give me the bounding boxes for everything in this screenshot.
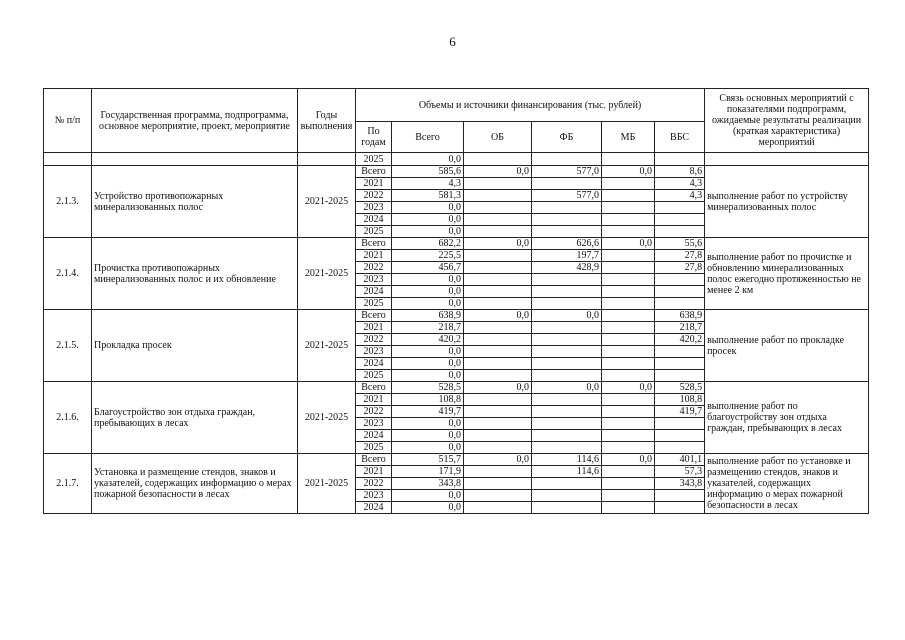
cell-vbs: 27,8	[655, 250, 705, 262]
cell-total: 638,9	[392, 310, 464, 322]
cell-fb	[532, 430, 602, 442]
section-result: выполнение работ по установке и размещению стендов, знаков и указателей, содержащих информацию о мерах пожарной безопасности в лесах	[705, 454, 869, 514]
cell-ob: 0,0	[464, 166, 532, 178]
header-mb: МБ	[602, 122, 655, 153]
cell-vbs	[655, 370, 705, 382]
cell-ob	[464, 274, 532, 286]
cell-year: 2022	[356, 478, 392, 490]
cell-total: 0,0	[392, 226, 464, 238]
cell-ob	[464, 214, 532, 226]
cell-total: 343,8	[392, 478, 464, 490]
cell-year: 2023	[356, 418, 392, 430]
cell-total: 0,0	[392, 298, 464, 310]
cell-mb	[602, 466, 655, 478]
carry-over-section	[44, 153, 869, 166]
cell-mb	[602, 358, 655, 370]
section-years: 2021-2025	[298, 238, 356, 310]
cell-mb	[602, 310, 655, 322]
cell-ob	[464, 406, 532, 418]
section-number: 2.1.3.	[44, 166, 92, 238]
cell-ob	[464, 442, 532, 454]
cell-mb	[602, 478, 655, 490]
table-row	[44, 238, 869, 250]
cell-mb	[602, 214, 655, 226]
cell-year: 2023	[356, 346, 392, 358]
cell-fb	[532, 298, 602, 310]
cell-mb	[602, 262, 655, 274]
cell-fb	[532, 178, 602, 190]
cell-ob	[464, 502, 532, 514]
cell-ob	[464, 226, 532, 238]
cell-year: 2022	[356, 190, 392, 202]
page-number: 6	[449, 34, 456, 49]
cell-mb	[602, 334, 655, 346]
cell-mb	[602, 178, 655, 190]
section-name: Прочистка противопожарных минерализованных полос и их обновление	[92, 238, 298, 310]
cell-ob	[464, 250, 532, 262]
cell-total: 0,0	[392, 346, 464, 358]
cell-mb	[602, 322, 655, 334]
cell-mb	[602, 274, 655, 286]
cell-ob	[464, 178, 532, 190]
cell-fb: 428,9	[532, 262, 602, 274]
cell-year: Всего	[356, 382, 392, 394]
cell-fb	[532, 442, 602, 454]
cell-mb	[602, 250, 655, 262]
cell-year: 2022	[356, 406, 392, 418]
cell-fb: 0,0	[532, 382, 602, 394]
cell-year: 2021	[356, 322, 392, 334]
cell-total: 585,6	[392, 166, 464, 178]
cell-total: 0,0	[392, 202, 464, 214]
cell-mb	[602, 226, 655, 238]
cell-fb	[532, 406, 602, 418]
cell-year: 2021	[356, 394, 392, 406]
cell-fb	[532, 370, 602, 382]
cell-ob	[464, 478, 532, 490]
cell-mb	[602, 370, 655, 382]
cell-vbs	[655, 274, 705, 286]
cell-fb	[532, 358, 602, 370]
cell-year: 2025	[356, 226, 392, 238]
cell-fb	[532, 334, 602, 346]
cell-ob	[464, 370, 532, 382]
cell-ob	[464, 153, 532, 166]
cell-vbs	[655, 430, 705, 442]
cell-vbs	[655, 153, 705, 166]
cell-mb	[602, 153, 655, 166]
cell-ob	[464, 322, 532, 334]
cell-vbs: 419,7	[655, 406, 705, 418]
section-years: 2021-2025	[298, 454, 356, 514]
cell-mb	[602, 442, 655, 454]
cell-ob: 0,0	[464, 382, 532, 394]
cell-mb: 0,0	[602, 238, 655, 250]
cell-vbs: 343,8	[655, 478, 705, 490]
cell-year: 2021	[356, 178, 392, 190]
cell-fb	[532, 346, 602, 358]
cell-year: 2025	[356, 370, 392, 382]
cell-total: 581,3	[392, 190, 464, 202]
header-years: Годы выполнения	[298, 89, 356, 153]
header-total: Всего	[392, 122, 464, 153]
cell-vbs	[655, 502, 705, 514]
cell-fb	[532, 322, 602, 334]
section-result: выполнение работ по благоустройству зон отдыха граждан, пребывающих в лесах	[705, 382, 869, 454]
cell-total: 0,0	[392, 490, 464, 502]
cell-fb	[532, 202, 602, 214]
section-name: Прокладка просек	[92, 310, 298, 382]
section-years: 2021-2025	[298, 382, 356, 454]
cell-total: 0,0	[392, 442, 464, 454]
table-row	[44, 382, 869, 394]
cell-year: 2024	[356, 430, 392, 442]
header-funding: Объемы и источники финансирования (тыс. рублей)	[356, 89, 705, 122]
cell-vbs: 57,3	[655, 466, 705, 478]
cell-fb	[532, 394, 602, 406]
cell-ob	[464, 490, 532, 502]
cell-vbs	[655, 226, 705, 238]
cell-fb: 0,0	[532, 310, 602, 322]
cell-vbs	[655, 418, 705, 430]
cell-mb	[602, 286, 655, 298]
cell-vbs: 528,5	[655, 382, 705, 394]
cell-ob	[464, 430, 532, 442]
cell-ob	[464, 394, 532, 406]
cell-fb	[532, 490, 602, 502]
cell-vbs: 401,1	[655, 454, 705, 466]
table-row	[44, 310, 869, 322]
cell-fb	[532, 286, 602, 298]
section-name: Установка и размещение стендов, знаков и указателей, содержащих информацию о мерах пожарной безопасности в лесах	[92, 454, 298, 514]
cell-mb: 0,0	[602, 382, 655, 394]
cell-year: 2023	[356, 274, 392, 286]
cell-fb	[532, 214, 602, 226]
cell-total: 0,0	[392, 418, 464, 430]
cell-total: 0,0	[392, 430, 464, 442]
cell-fb	[532, 418, 602, 430]
cell-fb: 577,0	[532, 190, 602, 202]
cell-fb: 114,6	[532, 466, 602, 478]
cell-total: 419,7	[392, 406, 464, 418]
cell-total: 218,7	[392, 322, 464, 334]
funding-table	[43, 88, 869, 514]
cell-vbs	[655, 214, 705, 226]
cell-total: 0,0	[392, 358, 464, 370]
cell-year: Всего	[356, 454, 392, 466]
cell-vbs: 108,8	[655, 394, 705, 406]
cell-vbs: 4,3	[655, 190, 705, 202]
cell-mb	[602, 394, 655, 406]
cell-year: 2024	[356, 358, 392, 370]
section-years: 2021-2025	[298, 166, 356, 238]
cell-vbs: 638,9	[655, 310, 705, 322]
cell-year: 2021	[356, 250, 392, 262]
cell-vbs	[655, 202, 705, 214]
header-program: Государственная программа, подпрограмма, основное мероприятие, проект, мероприятие	[92, 89, 298, 153]
cell-mb	[602, 502, 655, 514]
cell-mb: 0,0	[602, 166, 655, 178]
cell-fb	[532, 153, 602, 166]
cell-vbs: 27,8	[655, 262, 705, 274]
cell-total: 0,0	[392, 274, 464, 286]
cell-year: Всего	[356, 310, 392, 322]
cell-year: 2024	[356, 502, 392, 514]
cell-total: 420,2	[392, 334, 464, 346]
section-number: 2.1.7.	[44, 454, 92, 514]
cell-year: 2022	[356, 334, 392, 346]
cell-mb	[602, 430, 655, 442]
cell-total: 682,2	[392, 238, 464, 250]
cell-year: 2024	[356, 214, 392, 226]
cell-total: 456,7	[392, 262, 464, 274]
cell-year: Всего	[356, 166, 392, 178]
cell-year: 2023	[356, 490, 392, 502]
cell-total: 171,9	[392, 466, 464, 478]
cell-ob	[464, 262, 532, 274]
cell-year: 2025	[356, 298, 392, 310]
cell-fb: 197,7	[532, 250, 602, 262]
cell-year: 2025	[356, 153, 392, 166]
cell-fb: 626,6	[532, 238, 602, 250]
cell-total: 0,0	[392, 153, 464, 166]
cell-vbs	[655, 298, 705, 310]
header-vbs: ВБС	[655, 122, 705, 153]
cell-year: Всего	[356, 238, 392, 250]
table-row	[44, 454, 869, 466]
cell-vbs: 420,2	[655, 334, 705, 346]
cell-vbs: 55,6	[655, 238, 705, 250]
sections-body	[44, 166, 869, 514]
cell-ob	[464, 190, 532, 202]
header-by-years: По годам	[356, 122, 392, 153]
cell-vbs: 4,3	[655, 178, 705, 190]
cell-total: 528,5	[392, 382, 464, 394]
section-result: выполнение работ по прочистке и обновлению минерализованных полос ежегодно протяженностью не менее 2 км	[705, 238, 869, 310]
cell-mb	[602, 490, 655, 502]
cell-vbs	[655, 346, 705, 358]
cell-total: 0,0	[392, 502, 464, 514]
header-fb: ФБ	[532, 122, 602, 153]
cell-vbs	[655, 442, 705, 454]
cell-fb: 114,6	[532, 454, 602, 466]
section-result: выполнение работ по устройству минерализованных полос	[705, 166, 869, 238]
header-result: Связь основных мероприятий с показателями подпрограмм, ожидаемые результаты реализации (краткая характеристика) мероприятий	[705, 89, 869, 153]
cell-ob	[464, 346, 532, 358]
cell-year: 2024	[356, 286, 392, 298]
header-num: № п/п	[44, 89, 92, 153]
table-row	[44, 153, 869, 166]
cell-total: 108,8	[392, 394, 464, 406]
cell-mb	[602, 346, 655, 358]
section-name: Устройство противопожарных минерализованных полос	[92, 166, 298, 238]
cell-ob: 0,0	[464, 238, 532, 250]
cell-mb	[602, 406, 655, 418]
cell-ob	[464, 358, 532, 370]
cell-fb: 577,0	[532, 166, 602, 178]
cell-year: 2022	[356, 262, 392, 274]
section-result: выполнение работ по прокладке просек	[705, 310, 869, 382]
cell-vbs: 218,7	[655, 322, 705, 334]
cell-fb	[532, 274, 602, 286]
cell-fb	[532, 502, 602, 514]
header-ob: ОБ	[464, 122, 532, 153]
cell-year: 2025	[356, 442, 392, 454]
cell-fb	[532, 226, 602, 238]
cell-total: 0,0	[392, 370, 464, 382]
cell-total: 4,3	[392, 178, 464, 190]
table-row	[44, 166, 869, 178]
section-number: 2.1.6.	[44, 382, 92, 454]
cell-year: 2021	[356, 466, 392, 478]
cell-total: 515,7	[392, 454, 464, 466]
cell-vbs	[655, 358, 705, 370]
cell-ob	[464, 298, 532, 310]
cell-ob: 0,0	[464, 310, 532, 322]
cell-mb	[602, 418, 655, 430]
cell-vbs	[655, 286, 705, 298]
cell-ob	[464, 418, 532, 430]
cell-ob	[464, 466, 532, 478]
section-name: Благоустройство зон отдыха граждан, пребывающих в лесах	[92, 382, 298, 454]
cell-fb	[532, 478, 602, 490]
cell-mb: 0,0	[602, 454, 655, 466]
cell-ob	[464, 202, 532, 214]
cell-mb	[602, 202, 655, 214]
cell-mb	[602, 298, 655, 310]
cell-total: 0,0	[392, 286, 464, 298]
section-years: 2021-2025	[298, 310, 356, 382]
cell-ob: 0,0	[464, 454, 532, 466]
cell-mb	[602, 190, 655, 202]
cell-vbs: 8,6	[655, 166, 705, 178]
cell-ob	[464, 334, 532, 346]
cell-year: 2023	[356, 202, 392, 214]
cell-ob	[464, 286, 532, 298]
section-number: 2.1.4.	[44, 238, 92, 310]
cell-total: 225,5	[392, 250, 464, 262]
cell-vbs	[655, 490, 705, 502]
cell-total: 0,0	[392, 214, 464, 226]
section-number: 2.1.5.	[44, 310, 92, 382]
